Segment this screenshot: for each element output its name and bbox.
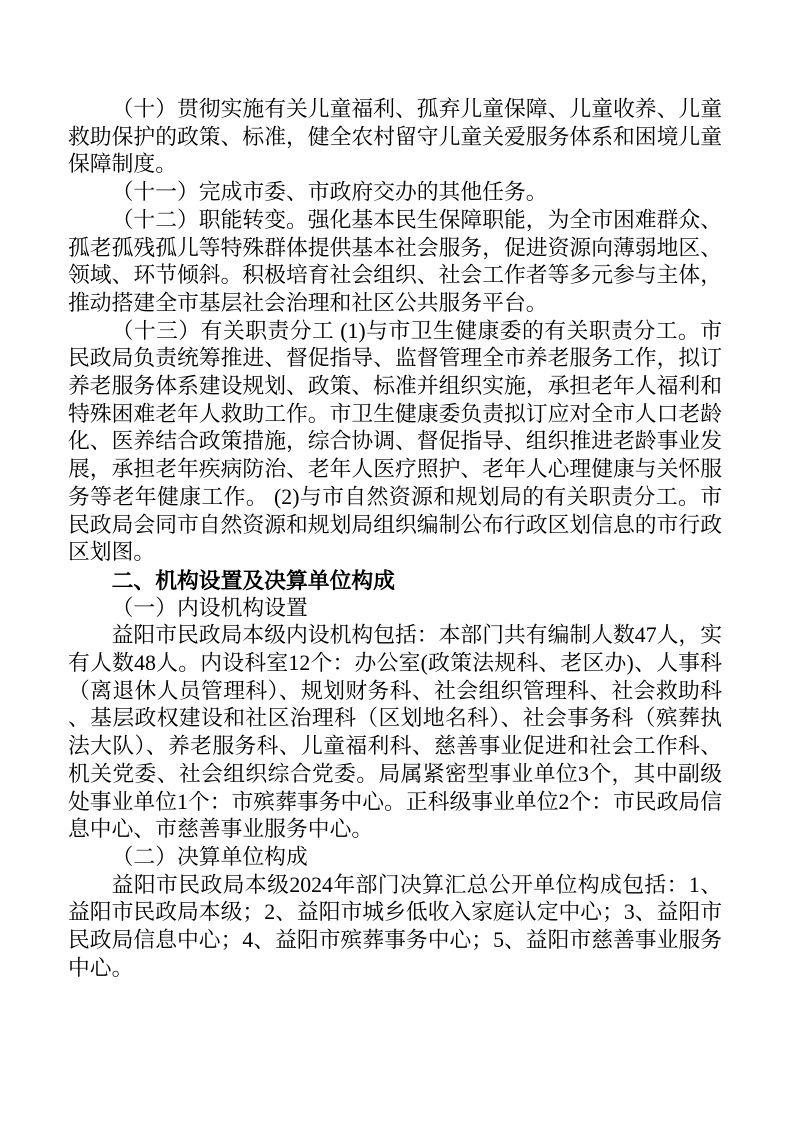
subsection-heading-1: （一）内设机构设置: [111, 595, 308, 620]
paragraph-internal-org: 益阳市民政局本级内设机构包括：本部门共有编制人数47人，实有人数48人。内设科室12个：办公室(政策法规科、老区办)、人事科（离退休人员管理科）、规划财务科、社会组织管理科、社会救助科、基层政权建设和社区治理科（区划地名科）、社会事务科（殡葬执法大队）、养老服务科、儿童福利科、慈善事业促进和社会工作科、机关党委、社会组织综合党委。局属紧密型事业单位3个，其中副级处事业单位1个：市殡葬事务中心。正科级事业单位2个：市民政局信息中心、市慈善事业服务中心。: [68, 623, 722, 842]
paragraph-item-12: （十二）职能转变。强化基本民生保障职能，为全市困难群众、孤老孤残孤儿等特殊群体提供基本社会服务，促进资源向薄弱地区、领域、环节倾斜。积极培育社会组织、社会工作者等多元参与主体，推动搭建全市基层社会治理和社区公共服务平台。: [68, 207, 722, 315]
paragraph-item-11: （十一）完成市委、市政府交办的其他任务。: [111, 180, 548, 205]
paragraph-item-10: （十）贯彻实施有关儿童福利、孤弃儿童保障、儿童收养、儿童救助保护的政策、标准，健全农村留守儿童关爱服务体系和困境儿童保障制度。: [68, 97, 722, 177]
subsection-heading-2: （二）决算单位构成: [111, 844, 308, 869]
paragraph-budget-units: 益阳市民政局本级2024年部门决算汇总公开单位构成包括：1、益阳市民政局本级；2、益阳市城乡低收入家庭认定中心；3、益阳市民政局信息中心；4、益阳市殡葬事务中心；5、益阳市慈善事业服务中心。: [68, 872, 722, 980]
document-body: [68, 96, 722, 983]
section-heading-2: 二、机构设置及决算单位构成: [111, 567, 395, 593]
paragraph-item-13: （十三）有关职责分工 (1)与市卫生健康委的有关职责分工。市民政局负责统筹推进、督促指导、监督管理全市养老服务工作，拟订养老服务体系建设规划、政策、标准并组织实施，承担老年人福利和特殊困难老年人救助工作。市卫生健康委负责拟订应对全市人口老龄化、医养结合政策措施，综合协调、督促指导、组织推进老龄事业发展，承担老年疾病防治、老年人医疗照护、老年人心理健康与关怀服务等老年健康工作。 (2)与市自然资源和规划局的有关职责分工。市民政局会同市自然资源和规划局组织编制公布行政区划信息的市行政区划图。: [68, 318, 722, 565]
